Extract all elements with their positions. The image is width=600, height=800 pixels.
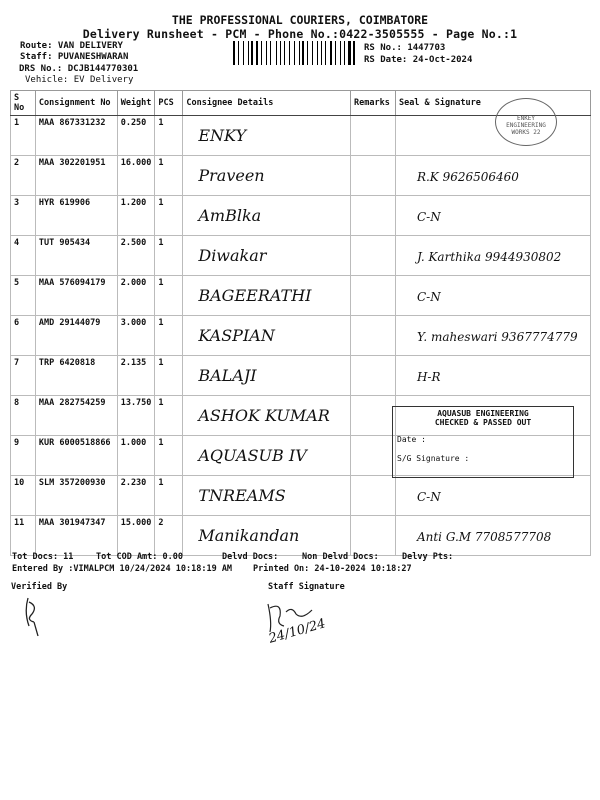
non-delivered-docs: Non Delvd Docs: [302, 552, 379, 562]
runsheet-table [10, 90, 591, 556]
barcode-bar [319, 41, 320, 65]
row-remarks [350, 276, 395, 316]
table-row [11, 196, 591, 236]
row-consignment: MAA 867331232 [35, 116, 117, 156]
consignee-handwriting: AQUASUB IV [198, 446, 307, 465]
barcode-bar [272, 41, 275, 65]
row-remarks [350, 116, 395, 156]
printed-on: Printed On: 24-10-2024 10:18:27 [253, 564, 412, 574]
consignee-handwriting: KASPIAN [198, 326, 275, 345]
barcode-bar [348, 41, 351, 65]
row-seal [395, 116, 590, 156]
barcode-bar [337, 41, 339, 65]
stamp-company: AQUASUB ENGINEERING [437, 409, 529, 418]
barcode-bar [321, 41, 323, 65]
verifier-signature [20, 592, 50, 642]
seal-handwriting: Anti G.M 7708577708 [416, 530, 552, 544]
row-pcs: 1 [155, 196, 183, 236]
row-weight: 0.250 [117, 116, 155, 156]
barcode-bar [243, 41, 244, 65]
row-pcs: 1 [155, 236, 183, 276]
seal-handwriting: Y. maheswari 9367774779 [416, 330, 578, 344]
consignee-handwriting: BAGEERATHI [198, 286, 312, 305]
row-consignee [183, 476, 351, 516]
barcode-bar [352, 41, 353, 65]
barcode-bar [323, 41, 324, 65]
row-pcs: 1 [155, 156, 183, 196]
row-pcs: 1 [155, 356, 183, 396]
col-weight: Weight [117, 91, 155, 116]
row-consignment: MAA 302201951 [35, 156, 117, 196]
seal-handwriting: C-N [416, 290, 441, 304]
row-consignee [183, 516, 351, 556]
row-consignee [183, 356, 351, 396]
row-sno: 7 [11, 356, 36, 396]
staff-signature-label: Staff Signature [268, 582, 345, 592]
row-seal [395, 516, 590, 556]
barcode-bar [300, 41, 301, 65]
barcode-bar [245, 41, 247, 65]
row-seal [395, 196, 590, 236]
barcode-bar [259, 41, 260, 65]
row-remarks [350, 236, 395, 276]
barcode-bar [291, 41, 294, 65]
staff-signature-date: 24/10/24 [267, 616, 328, 647]
barcode-bar [263, 41, 265, 65]
row-remarks [350, 196, 395, 236]
row-seal [395, 476, 590, 516]
row-pcs: 1 [155, 476, 183, 516]
row-sno: 5 [11, 276, 36, 316]
row-sno: 11 [11, 516, 36, 556]
consignee-handwriting: AmBlka [198, 206, 262, 225]
row-consignee [183, 156, 351, 196]
barcode-bar [335, 41, 336, 65]
barcode-bar [282, 41, 283, 65]
rs-number: RS No.: 1447703 [364, 43, 446, 53]
row-remarks [350, 396, 395, 436]
consignee-handwriting: Manikandan [198, 526, 300, 545]
table-row [11, 476, 591, 516]
row-pcs: 1 [155, 436, 183, 476]
barcode-bar [236, 41, 237, 65]
row-sno: 10 [11, 476, 36, 516]
row-consignee [183, 196, 351, 236]
barcode-bar [312, 41, 313, 65]
row-sno: 2 [11, 156, 36, 196]
row-weight: 2.135 [117, 356, 155, 396]
delivery-points: Delvy Pts: [402, 552, 454, 562]
barcode-bar [278, 41, 279, 65]
barcode-bar [327, 41, 329, 65]
row-pcs: 2 [155, 516, 183, 556]
row-weight: 15.000 [117, 516, 155, 556]
table-row [11, 156, 591, 196]
consignee-handwriting: Praveen [198, 166, 265, 185]
row-weight: 3.000 [117, 316, 155, 356]
row-seal [395, 356, 590, 396]
barcode-bar [266, 41, 267, 65]
row-consignee [183, 396, 351, 436]
row-remarks [350, 156, 395, 196]
row-pcs: 1 [155, 276, 183, 316]
barcode-bar [268, 41, 269, 65]
consignee-handwriting: ENKY [198, 126, 247, 145]
entered-by: Entered By :VIMALPCM 10/24/2024 10:18:19 AM [12, 564, 233, 574]
runsheet-title: Delivery Runsheet - PCM - Phone No.:0422-3505555 - Page No.:1 [82, 27, 518, 41]
row-remarks [350, 516, 395, 556]
barcode-bar [249, 41, 250, 65]
total-cod-amount: Tot COD Amt: 0.00 [96, 552, 183, 562]
row-consignee [183, 436, 351, 476]
barcode-bar [309, 41, 312, 65]
barcode-bar [340, 41, 341, 65]
barcode-bar [254, 41, 255, 65]
barcode-bar [276, 41, 277, 65]
barcode-bar [344, 41, 345, 65]
barcode-bar [342, 41, 344, 65]
total-docs: Tot Docs: 11 [12, 552, 74, 562]
barcode-bar [330, 41, 333, 65]
barcode-bar [302, 41, 304, 65]
row-consignment: MAA 282754259 [35, 396, 117, 436]
table-row [11, 276, 591, 316]
row-consignment: MAA 576094179 [35, 276, 117, 316]
vehicle-text: Vehicle: EV Delivery [25, 75, 134, 85]
consignee-handwriting: BALAJI [198, 366, 257, 385]
row-weight: 2.000 [117, 276, 155, 316]
row-sno: 4 [11, 236, 36, 276]
barcode-bar [353, 41, 355, 65]
row-remarks [350, 476, 395, 516]
barcode [233, 41, 358, 65]
round-seal-stamp [495, 98, 557, 146]
barcode-bar [346, 41, 347, 65]
row-sno: 6 [11, 316, 36, 356]
row-pcs: 1 [155, 116, 183, 156]
drs-number: DRS No.: DCJB144770301 [19, 64, 139, 74]
row-pcs: 1 [155, 316, 183, 356]
barcode-bar [239, 41, 242, 65]
stamp-signature-label: S/G Signature : [397, 454, 470, 463]
barcode-bar [307, 41, 308, 65]
seal-handwriting: C-N [416, 210, 441, 224]
verified-by-label: Verified By [11, 582, 68, 592]
barcode-bar [305, 41, 306, 65]
barcode-bar [248, 41, 249, 65]
barcode-bar [317, 41, 318, 65]
row-consignment: SLM 357200930 [35, 476, 117, 516]
delivered-docs: Delvd Docs: [222, 552, 279, 562]
row-seal [395, 236, 590, 276]
row-consignee [183, 236, 351, 276]
col-consignment: Consignment No [35, 91, 117, 116]
row-pcs: 1 [155, 396, 183, 436]
row-sno: 1 [11, 116, 36, 156]
col-consignee: Consignee Details [183, 91, 351, 116]
row-sno: 9 [11, 436, 36, 476]
barcode-bar [314, 41, 316, 65]
barcode-bar [280, 41, 282, 65]
barcode-bar [299, 41, 300, 65]
row-consignee [183, 116, 351, 156]
row-remarks [350, 436, 395, 476]
route-text: Route: VAN DELIVERY [20, 41, 123, 51]
row-weight: 1.200 [117, 196, 155, 236]
consignee-handwriting: ASHOK KUMAR [198, 406, 330, 425]
row-sno: 3 [11, 196, 36, 236]
rs-date: RS Date: 24-Oct-2024 [364, 55, 473, 65]
seal-handwriting: C-N [416, 490, 441, 504]
table-row [11, 516, 591, 556]
table-row [11, 316, 591, 356]
row-seal [395, 316, 590, 356]
row-seal [395, 276, 590, 316]
table-row [11, 236, 591, 276]
row-consignment: TRP 6420818 [35, 356, 117, 396]
row-consignee [183, 276, 351, 316]
seal-handwriting: R.K 9626506460 [416, 170, 519, 184]
table-row [11, 356, 591, 396]
barcode-bar [233, 41, 235, 65]
consignee-handwriting: Diwakar [198, 246, 267, 265]
col-pcs: PCS [155, 91, 183, 116]
consignee-handwriting: TNREAMS [198, 486, 286, 505]
barcode-bar [256, 41, 259, 65]
row-consignment: AMD 29144079 [35, 316, 117, 356]
row-remarks [350, 316, 395, 356]
barcode-bar [325, 41, 326, 65]
row-consignee [183, 316, 351, 356]
barcode-bar [286, 41, 288, 65]
row-seal [395, 156, 590, 196]
row-weight: 2.500 [117, 236, 155, 276]
barcode-bar [296, 41, 298, 65]
barcode-bar [261, 41, 262, 65]
row-weight: 1.000 [117, 436, 155, 476]
round-seal-text: ENKEY ENGINEERING WORKS 22 [506, 115, 546, 136]
row-consignment: MAA 301947347 [35, 516, 117, 556]
row-consignment: HYR 619906 [35, 196, 117, 236]
barcode-bar [289, 41, 290, 65]
row-consignment: TUT 905434 [35, 236, 117, 276]
barcode-bar [294, 41, 295, 65]
row-weight: 13.750 [117, 396, 155, 436]
seal-handwriting: J. Karthika 9944930802 [416, 250, 562, 264]
seal-handwriting: H-R [416, 370, 441, 384]
row-remarks [350, 356, 395, 396]
row-sno: 8 [11, 396, 36, 436]
company-title: THE PROFESSIONAL COURIERS, COIMBATORE [171, 13, 429, 27]
barcode-bar [284, 41, 285, 65]
stamp-checked: CHECKED & PASSED OUT [434, 418, 532, 427]
col-remarks: Remarks [350, 91, 395, 116]
barcode-bar [238, 41, 239, 65]
col-seal: Seal & Signature [395, 91, 590, 116]
col-sno: S No [11, 91, 36, 116]
staff-text: Staff: PUVANESHWARAN [20, 52, 129, 62]
row-consignment: KUR 6000518866 [35, 436, 117, 476]
checked-passed-stamp [392, 406, 574, 478]
row-weight: 16.000 [117, 156, 155, 196]
barcode-bar [251, 41, 253, 65]
row-weight: 2.230 [117, 476, 155, 516]
barcode-bar [270, 41, 272, 65]
stamp-date-label: Date : [397, 435, 426, 444]
barcode-bar [333, 41, 334, 65]
barcode-bar [356, 41, 357, 65]
